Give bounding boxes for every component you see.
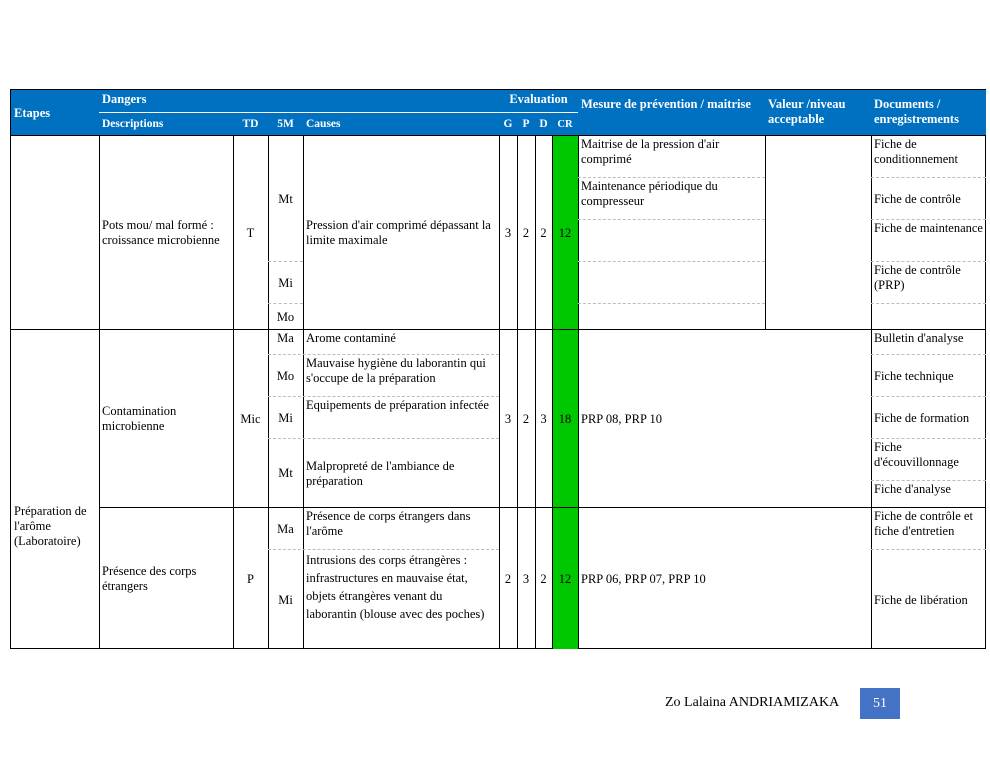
row1-cr: 12 — [558, 225, 572, 240]
row2-cr: 18 — [558, 411, 572, 426]
row3-g: 2 — [504, 571, 512, 586]
header-d: D — [535, 112, 552, 135]
etape-preparation: Préparation de l'arôme (Laboratoire) — [14, 504, 87, 548]
row2-doc-2: Fiche technique — [874, 368, 954, 383]
row2-g: 3 — [504, 411, 512, 426]
row2-td: Mic — [240, 411, 261, 426]
row3-doc-1: Fiche de contrôle et fiche d'entretien — [874, 509, 973, 538]
row2-doc-3: Fiche de formation — [874, 410, 970, 425]
row3-5m-mi: Mi — [278, 592, 293, 607]
row1-p: 2 — [522, 225, 530, 240]
row2-5m-mi: Mi — [278, 410, 293, 425]
header-5m: 5M — [268, 112, 303, 135]
row2-mesure: PRP 08, PRP 10 — [581, 411, 663, 426]
header-descriptions: Descriptions — [99, 112, 233, 135]
header-cr: CR — [552, 112, 578, 135]
header-evaluation: Evaluation — [499, 90, 578, 112]
row1-d: 2 — [540, 225, 547, 240]
row3-cause-2: Intrusions des corps étrangères : infrastructures en mauvaise état, objets étrangères venant du laborantin (blouse avec des poches) — [306, 553, 485, 621]
header-causes: Causes — [303, 112, 499, 135]
row3-description: Présence des corps étrangers — [102, 564, 197, 593]
row2-doc-4: Fiche d'écouvillonnage — [874, 440, 959, 469]
header-documents: Documents / enregistrements — [871, 90, 986, 135]
row1-doc-1: Fiche de conditionnement — [874, 137, 959, 166]
row2-d: 3 — [540, 411, 547, 426]
row2-5m-ma: Ma — [277, 331, 294, 345]
row3-d: 2 — [540, 571, 547, 586]
row3-td: P — [247, 571, 254, 586]
row1-doc-2: Fiche de contrôle — [874, 191, 961, 206]
row2-5m-mt: Mt — [278, 466, 293, 480]
row1-mesure-1: Maitrise de la pression d'air comprimé — [581, 137, 720, 166]
row1-mesure-2: Maintenance périodique du compresseur — [581, 179, 718, 208]
row2-p: 2 — [522, 411, 530, 426]
row2-cause-1: Arome contaminé — [306, 331, 396, 345]
row1-5m-mi: Mi — [278, 275, 293, 290]
row3-doc-2: Fiche de libération — [874, 592, 968, 607]
row1-doc-4: Fiche de contrôle (PRP) — [874, 263, 961, 292]
header-valeur: Valeur /niveau acceptable — [765, 90, 871, 135]
row1-td: T — [246, 225, 255, 240]
row2-cause-3: Equipements de préparation infectée — [306, 398, 489, 412]
footer-author: Zo Lalaina ANDRIAMIZAKA — [665, 695, 840, 710]
row2-cause-4: Malpropreté de l'ambiance de préparation — [306, 458, 455, 488]
page-number: 51 — [860, 688, 900, 719]
header-td: TD — [233, 112, 268, 135]
row2-doc-5: Fiche d'analyse — [874, 482, 951, 496]
hazard-analysis-table — [10, 89, 986, 649]
row1-cause: Pression d'air comprimé dépassant la limite maximale — [306, 218, 491, 247]
header-g: G — [499, 112, 517, 135]
row1-description: Pots mou/ mal formé : croissance microbienne — [102, 218, 220, 247]
header-p: P — [517, 112, 535, 135]
row2-cause-2: Mauvaise hygiène du laborantin qui s'occupe de la préparation — [306, 356, 486, 385]
row3-mesure: PRP 06, PRP 07, PRP 10 — [581, 571, 706, 586]
row1-5m-mt: Mt — [278, 191, 293, 206]
header-mesure: Mesure de prévention / maitrise — [578, 90, 765, 135]
row2-doc-1: Bulletin d'analyse — [874, 331, 964, 345]
row3-cr: 12 — [558, 571, 572, 586]
row3-p: 3 — [522, 571, 530, 586]
row1-doc-3: Fiche de maintenance — [874, 221, 983, 235]
header-dangers: Dangers — [99, 90, 499, 112]
row3-5m-ma: Ma — [277, 521, 294, 536]
header-etapes: Etapes — [11, 90, 99, 135]
row1-g: 3 — [504, 225, 512, 240]
row2-description: Contamination microbienne — [102, 404, 177, 433]
row3-cause-1: Présence de corps étrangers dans l'arôme — [306, 509, 471, 538]
row1-5m-mo: Mo — [276, 309, 295, 324]
row2-5m-mo: Mo — [276, 368, 295, 383]
